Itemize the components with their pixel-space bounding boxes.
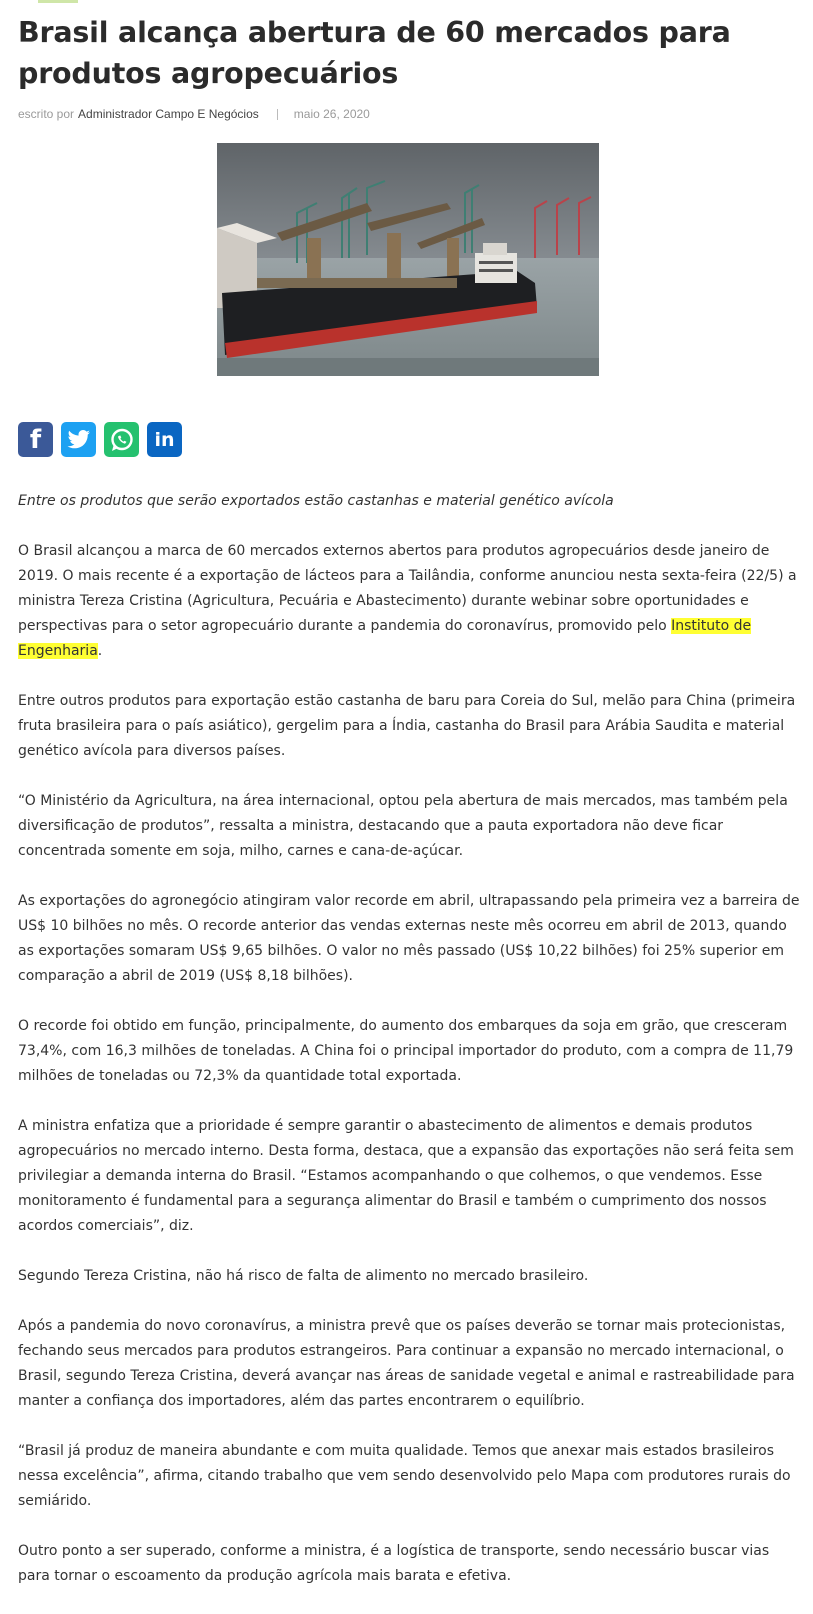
paragraph-1-end: . — [97, 643, 103, 659]
article-title: Brasil alcança abertura de 60 mercados para produtos agropecuários — [18, 16, 731, 90]
meta-divider — [277, 109, 278, 120]
facebook-icon: f — [29, 424, 42, 455]
article-hero-image — [217, 143, 599, 376]
whatsapp-icon — [109, 427, 135, 453]
paragraph-1 — [18, 539, 800, 664]
paragraph: Após a pandemia do novo coronavírus, a ministra prevê que os países deverão se tornar mais protecionistas, fechando seus mercados para produtos estrangeiros. Para continuar a expansão no mercado internacional, o Brasil, segundo Tereza Cristina, deverá avançar nas áreas de sanidade vegetal e animal e rastreabilidade para manter a confiança dos importadores, além das partes encontrarem o equilíbrio. — [18, 1318, 795, 1409]
share-buttons — [18, 422, 182, 457]
paragraph: Outro ponto a ser superado, conforme a ministra, é a logística de transporte, sendo necessário buscar vias para tornar o escoamento da produção agrícola mais barata e efetiva. — [18, 1543, 770, 1584]
paragraph: “Brasil já produz de maneira abundante e com muita qualidade. Temos que anexar mais estados brasileiros nessa excelência”, afirma, citando trabalho que vem sendo desenvolvido pelo Mapa com produtores rurais do semiárido. — [18, 1443, 791, 1509]
paragraph: Segundo Tereza Cristina, não há risco de falta de alimento no mercado brasileiro. — [18, 1268, 589, 1284]
linkedin-icon: in — [154, 428, 175, 451]
author-link[interactable]: Administrador Campo E Negócios — [78, 107, 259, 121]
facebook-share-button[interactable] — [18, 422, 53, 457]
article-meta — [18, 106, 800, 122]
paragraph: Entre outros produtos para exportação estão castanha de baru para Coreia do Sul, melão para China (primeira fruta brasileira para o país asiático), gergelim para a Índia, castanha do Brasil para Arábia Saudita e material genético avícola para diversos países. — [18, 693, 796, 759]
article-lead: Entre os produtos que serão exportados estão castanhas e material genético avícola — [18, 493, 614, 509]
twitter-share-button[interactable] — [61, 422, 96, 457]
paragraph: O recorde foi obtido em função, principalmente, do aumento dos embarques da soja em grão, que cresceram 73,4%, com 16,3 milhões de toneladas. A China foi o principal importador do produto, com a compra de 11,79 milhões de toneladas ou 72,3% da quantidade total exportada. — [18, 1018, 794, 1084]
byline-prefix: escrito por — [18, 107, 75, 121]
paragraph: “O Ministério da Agricultura, na área internacional, optou pela abertura de mais mercados, mas também pela diversificação de produtos”, ressalta a ministra, destacando que a pauta exportadora não deve ficar concentrada somente em soja, milho, carnes e cana-de-açúcar. — [18, 793, 788, 859]
paragraph: As exportações do agronegócio atingiram valor recorde em abril, ultrapassando pela primeira vez a barreira de US$ 10 bilhões no mês. O recorde anterior das vendas externas neste mês ocorreu em abril de 2013, quando as exportações somaram US$ 9,65 bilhões. O valor no mês passado (US$ 10,22 bilhões) foi 25% superior em comparação a abril de 2019 (US$ 8,18 bilhões). — [18, 893, 800, 984]
linkedin-share-button[interactable] — [147, 422, 182, 457]
twitter-icon — [67, 430, 91, 450]
paragraph: A ministra enfatiza que a prioridade é sempre garantir o abastecimento de alimentos e demais produtos agropecuários no mercado interno. Desta forma, destaca, que a expansão das exportações não será feita sem privilegiar a demanda interna do Brasil. “Estamos acompanhando o que colhemos, o que vendemos. Esse monitoramento é fundamental para a segurança alimentar do Brasil e também o cumprimento dos nossos acordos comerciais”, diz. — [18, 1118, 794, 1234]
publish-date: maio 26, 2020 — [293, 107, 370, 121]
instituto-de-engenharia-link[interactable]: Instituto de Engenharia — [18, 618, 752, 659]
paragraph-1-text: O Brasil alcançou a marca de 60 mercados externos abertos para produtos agropecuários desde janeiro de 2019. O mais recente é a exportação de lácteos para a Tailândia, conforme anunciou nesta sexta-feira (22/5) a ministra Tereza Cristina (Agricultura, Pecuária e Abastecimento) durante webinar sobre oportunidades e perspectivas para o setor agropecuário durante a pandemia do coronavírus, promovido pelo — [18, 543, 797, 634]
top-accent-strip — [38, 0, 78, 3]
ship-port-photo — [217, 143, 599, 376]
article-body — [18, 489, 800, 1614]
whatsapp-share-button[interactable] — [104, 422, 139, 457]
article — [18, 12, 800, 1584]
